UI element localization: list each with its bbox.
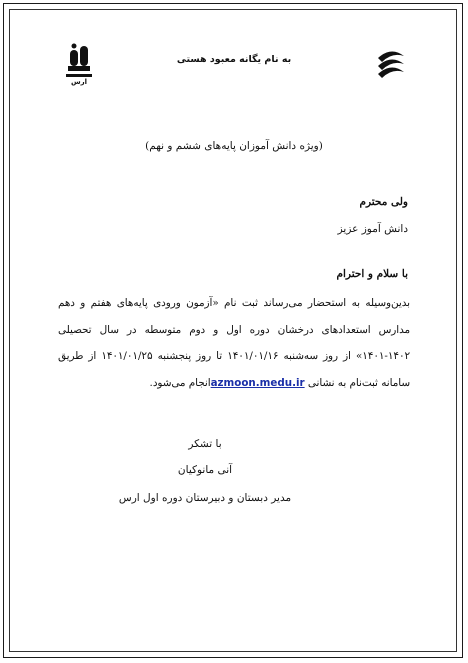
announcement-text: بدین‌وسیله به استحضار می‌رساند ثبت نام «آزمون ورودی پایه‌های هفتم و دهم مدارس استعدادهای درخشان دوره اول و دوم متوسطه در سال تحصیلی ۱۴۰۲-۱۴۰۱» از روز سه‌شنبه ۱۴۰۱/۰۱/۱۶ تا روز پنجشنبه ۱۴۰۱/۰۱/۲۵ از طریق سامانه ثبت‌نام به نشانی: [58, 297, 411, 389]
signatory-title: مدیر دبستان و دبیرستان دوره اول ارس: [118, 492, 292, 504]
announcement-closing-text: انجام می‌شود.: [149, 376, 211, 389]
announcement-paragraph: [58, 290, 410, 396]
registration-link[interactable]: azmoon.medu.ir: [210, 376, 305, 389]
document-subtitle: (ویژه دانش آموزان پایه‌های ششم و نهم): [145, 140, 323, 152]
greeting-parent: ولی محترم: [359, 196, 408, 208]
closing-thanks: با تشکر: [188, 438, 222, 450]
school-logo-caption: ارس: [70, 78, 88, 86]
school-logo: [62, 42, 96, 90]
bismillah-header: به نام یگانه معبود هستی: [176, 54, 292, 65]
greeting-salutation: با سلام و احترام: [336, 268, 408, 280]
greeting-student: دانش آموز عزیز: [337, 223, 408, 235]
signatory-name: آنی مانوکیان: [177, 464, 233, 476]
